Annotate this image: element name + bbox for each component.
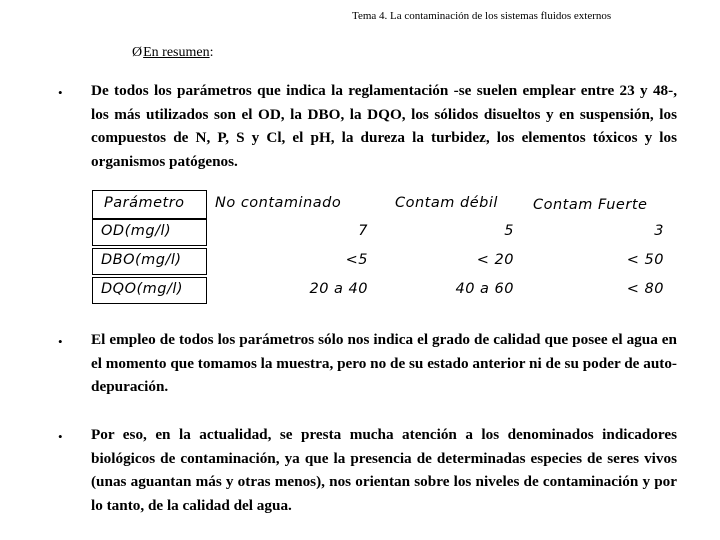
table-cell-value: 3: [654, 223, 664, 239]
table-header-weak: Contam débil: [395, 195, 498, 211]
table-cell-parameter: DQO(mg/l): [101, 281, 184, 297]
paragraph-biological-indicators: Por eso, en la actualidad, se presta mucha atención a los denominados indicadores biológicos de contaminación, ya que la presencia de determinadas especies de seres vivos (unas aguantan más y otras menos), nos orientan sobre los niveles de contaminación y por lo tanto, de la calidad del agua.: [91, 426, 677, 515]
table-cell-value: <5: [345, 252, 368, 268]
table-cell-parameter: DBO(mg/l): [101, 252, 182, 268]
table-cell-value: 7: [358, 223, 368, 239]
table-cell-value: < 20: [476, 252, 514, 268]
table-header-uncontaminated: No contaminado: [215, 195, 342, 211]
arrow-bullet-icon: Ø: [132, 45, 143, 60]
table-cell-parameter: OD(mg/l): [101, 223, 172, 239]
table-cell-value: 5: [504, 223, 514, 239]
section-heading: [132, 45, 214, 61]
bullet-icon: •: [58, 85, 63, 100]
table-cell-value: 40 a 60: [455, 281, 514, 297]
table-header-parameter: Parámetro: [104, 195, 185, 211]
document-header: Tema 4. La contaminación de los sistemas fluidos externos: [352, 10, 612, 22]
table-cell-value: 20 a 40: [309, 281, 368, 297]
table-cell-value: < 80: [626, 281, 664, 297]
bullet-icon: •: [58, 429, 63, 444]
paragraph-quality: El empleo de todos los parámetros sólo nos indica el grado de calidad que posee el agua en el momento que tomamos la muestra, pero no de su estado anterior ni de su poder de auto-depuración.: [91, 331, 677, 396]
bullet-icon: •: [58, 334, 63, 349]
table-header-strong: Contam Fuerte: [533, 197, 648, 213]
section-colon: :: [209, 45, 214, 60]
section-title: En resumen: [143, 45, 210, 60]
table-cell-value: < 50: [626, 252, 664, 268]
paragraph-parameters: De todos los parámetros que indica la reglamentación -se suelen emplear entre 23 y 48-, los más utilizados son el OD, la DBO, la DQO, los sólidos disueltos y en suspensión, los compuestos de N, P, S y Cl, el pH, la dureza la turbidez, los elementos tóxicos y los organismos patógenos.: [91, 82, 677, 171]
